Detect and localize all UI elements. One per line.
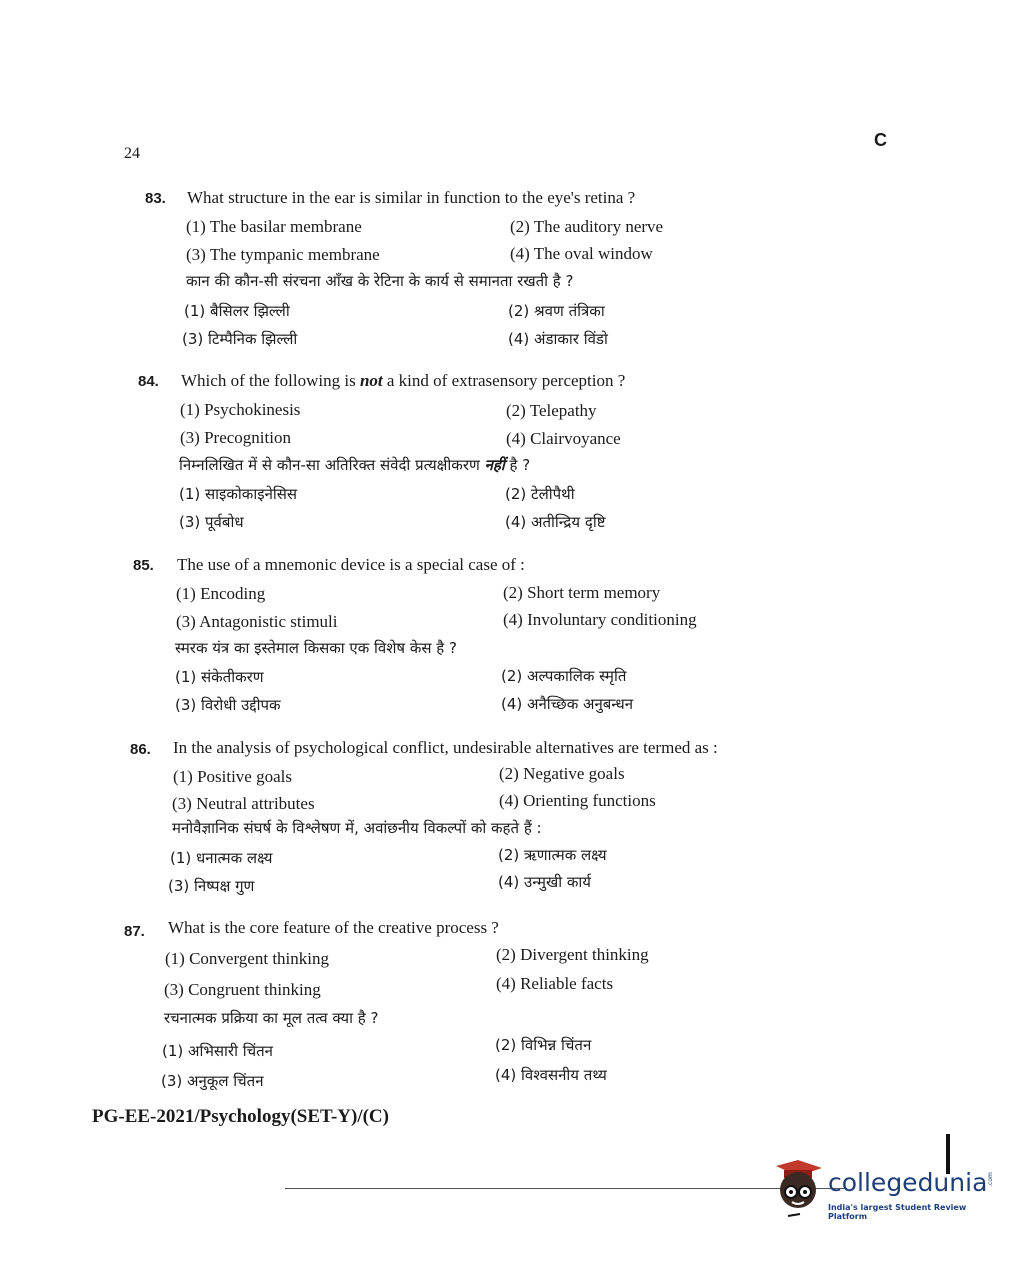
option-1: (1) The basilar membrane bbox=[186, 217, 362, 236]
option-3: (3) The tympanic membrane bbox=[186, 245, 380, 264]
option-3-hindi: (3) अनुकूल चिंतन bbox=[161, 1072, 264, 1090]
set-code: C bbox=[874, 130, 887, 150]
question-text-part: है ? bbox=[504, 456, 531, 474]
option-3: (3) Antagonistic stimuli bbox=[176, 612, 338, 631]
option-1-hindi: (1) धनात्मक लक्ष्य bbox=[170, 849, 273, 867]
option-1-hindi: (1) बैसिलर झिल्ली bbox=[184, 302, 290, 320]
paper-code-footer: PG-EE-2021/Psychology(SET-Y)/(C) bbox=[92, 1106, 389, 1127]
option-4-hindi: (4) उन्मुखी कार्य bbox=[498, 873, 592, 891]
option-4: (4) Reliable facts bbox=[496, 974, 614, 993]
mascot-icon bbox=[770, 1158, 826, 1226]
option-1: (1) Convergent thinking bbox=[165, 949, 329, 968]
option-2-hindi: (2) अल्पकालिक स्मृति bbox=[501, 667, 627, 685]
option-2: (2) Short term memory bbox=[503, 583, 661, 602]
option-3: (3) Neutral attributes bbox=[172, 794, 315, 813]
question-text-hindi: कान की कौन-सी संरचना आँख के रेटिना के कार्य से समानता रखती है ? bbox=[186, 272, 574, 290]
emphasis-not: not bbox=[359, 371, 383, 390]
question-text-hindi: स्मरक यंत्र का इस्तेमाल किसका एक विशेष केस है ? bbox=[175, 639, 457, 657]
question-text: What structure in the ear is similar in function to the eye's retina ? bbox=[187, 188, 636, 207]
question-text-hindi: रचनात्मक प्रक्रिया का मूल तत्व क्या है ? bbox=[164, 1009, 379, 1027]
question-text-hindi: मनोवैज्ञानिक संघर्ष के विश्लेषण में, अवांछनीय विकल्पों को कहते हैं : bbox=[172, 819, 542, 837]
question-text-part: a kind of extrasensory perception ? bbox=[382, 371, 626, 390]
option-1-hindi: (1) साइकोकाइनेसिस bbox=[179, 485, 298, 503]
option-1-hindi: (1) अभिसारी चिंतन bbox=[162, 1042, 274, 1060]
question-number: 85. bbox=[133, 557, 154, 574]
option-2: (2) Negative goals bbox=[499, 764, 625, 783]
option-2-hindi: (2) श्रवण तंत्रिका bbox=[508, 302, 605, 320]
option-4-hindi: (4) अनैच्छिक अनुबन्धन bbox=[501, 695, 634, 713]
collegedunia-watermark bbox=[770, 1158, 1000, 1228]
option-3-hindi: (3) टिम्पैनिक झिल्ली bbox=[182, 330, 298, 348]
question-text: The use of a mnemonic device is a special case of : bbox=[177, 555, 525, 574]
page-number: 24 bbox=[124, 145, 140, 162]
question-text-part: Which of the following is bbox=[181, 371, 360, 390]
option-3-hindi: (3) पूर्वबोध bbox=[179, 513, 244, 531]
option-2: (2) Divergent thinking bbox=[496, 945, 649, 964]
option-2-hindi: (2) टेलीपैथी bbox=[505, 485, 575, 503]
option-2: (2) Telepathy bbox=[506, 401, 597, 420]
brand-dotcom: .com bbox=[986, 1172, 994, 1187]
option-2: (2) The auditory nerve bbox=[510, 217, 664, 236]
question-number: 87. bbox=[124, 923, 145, 940]
option-3-hindi: (3) निष्पक्ष गुण bbox=[168, 877, 255, 895]
option-4: (4) Clairvoyance bbox=[506, 429, 621, 448]
option-3: (3) Precognition bbox=[180, 428, 291, 447]
footer-divider bbox=[285, 1188, 845, 1189]
option-4-hindi: (4) अतीन्द्रिय दृष्टि bbox=[505, 513, 606, 531]
option-2-hindi: (2) विभिन्न चिंतन bbox=[495, 1036, 592, 1054]
question-number: 83. bbox=[145, 190, 166, 207]
option-3-hindi: (3) विरोधी उद्दीपक bbox=[175, 696, 281, 714]
option-4: (4) The oval window bbox=[510, 244, 653, 263]
option-1-hindi: (1) संकेतीकरण bbox=[175, 668, 264, 686]
option-1: (1) Encoding bbox=[176, 584, 266, 603]
emphasis-nahin: नहीं bbox=[484, 456, 505, 474]
option-1: (1) Psychokinesis bbox=[180, 400, 301, 419]
question-text-part: निम्नलिखित में से कौन-सा अतिरिक्त संवेदी प्रत्यक्षीकरण bbox=[179, 456, 485, 474]
brand-name: collegedunia bbox=[828, 1168, 988, 1197]
option-4: (4) Orienting functions bbox=[499, 791, 656, 810]
option-3: (3) Congruent thinking bbox=[164, 980, 321, 999]
question-number: 86. bbox=[130, 741, 151, 758]
option-2-hindi: (2) ऋणात्मक लक्ष्य bbox=[498, 846, 607, 864]
question-text: In the analysis of psychological conflict, undesirable alternatives are termed as : bbox=[173, 738, 718, 757]
option-4: (4) Involuntary conditioning bbox=[503, 610, 697, 629]
brand-tagline: India's largest Student Review Platform bbox=[828, 1203, 967, 1221]
option-4-hindi: (4) अंडाकार विंडो bbox=[508, 330, 608, 348]
question-text bbox=[181, 371, 625, 391]
question-number: 84. bbox=[138, 373, 159, 390]
question-text: What is the core feature of the creative process ? bbox=[168, 918, 499, 937]
option-1: (1) Positive goals bbox=[173, 767, 292, 786]
question-text-hindi bbox=[179, 455, 530, 475]
option-4-hindi: (4) विश्वसनीय तथ्य bbox=[495, 1066, 607, 1084]
